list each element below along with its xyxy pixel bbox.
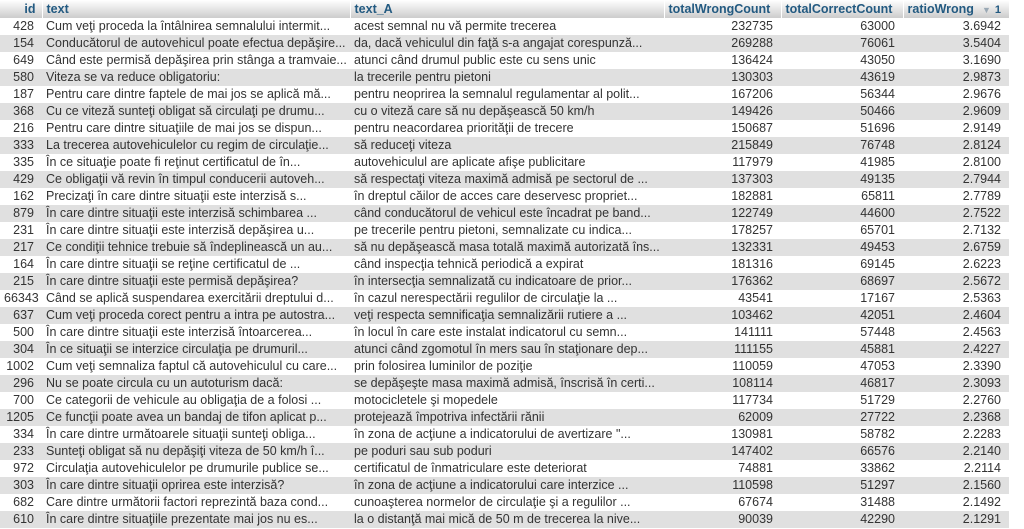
cell-ratio-wrong[interactable]: 2.7522 bbox=[903, 205, 1009, 222]
cell-text-a[interactable]: pe poduri sau sub poduri bbox=[350, 443, 664, 460]
cell-total-correct-count[interactable]: 51729 bbox=[781, 392, 903, 409]
cell-text[interactable]: Sunteţi obligat să nu depăşiţi viteza de 50 km/h î... bbox=[42, 443, 350, 460]
table-row[interactable] bbox=[0, 443, 1009, 460]
cell-total-wrong-count[interactable]: 90039 bbox=[664, 511, 781, 528]
table-row[interactable] bbox=[0, 188, 1009, 205]
cell-id[interactable]: 610 bbox=[0, 511, 42, 528]
cell-total-correct-count[interactable]: 45881 bbox=[781, 341, 903, 358]
column-header-total-wrong-count[interactable] bbox=[664, 0, 781, 18]
cell-ratio-wrong[interactable]: 2.7132 bbox=[903, 222, 1009, 239]
cell-total-wrong-count[interactable]: 141111 bbox=[664, 324, 781, 341]
table-row[interactable] bbox=[0, 103, 1009, 120]
sort-order-number: 1 bbox=[994, 4, 1001, 16]
column-header-id[interactable] bbox=[0, 0, 42, 18]
cell-total-wrong-count[interactable]: 137303 bbox=[664, 171, 781, 188]
cell-ratio-wrong[interactable]: 2.1560 bbox=[903, 477, 1009, 494]
cell-ratio-wrong[interactable]: 2.9873 bbox=[903, 69, 1009, 86]
cell-total-wrong-count[interactable]: 111155 bbox=[664, 341, 781, 358]
cell-text-a[interactable]: să respectaţi viteza maximă admisă pe sectorul de ... bbox=[350, 171, 664, 188]
table-body bbox=[0, 18, 1009, 528]
cell-total-correct-count[interactable]: 76061 bbox=[781, 35, 903, 52]
cell-total-wrong-count[interactable]: 130303 bbox=[664, 69, 781, 86]
cell-text[interactable]: Cum veţi proceda la întâlnirea semnalului intermit... bbox=[42, 18, 350, 35]
cell-ratio-wrong[interactable]: 2.7944 bbox=[903, 171, 1009, 188]
cell-ratio-wrong[interactable]: 2.2368 bbox=[903, 409, 1009, 426]
cell-ratio-wrong[interactable]: 2.4604 bbox=[903, 307, 1009, 324]
column-header-label: id bbox=[24, 2, 36, 16]
cell-total-correct-count[interactable]: 42051 bbox=[781, 307, 903, 324]
cell-total-wrong-count[interactable]: 167206 bbox=[664, 86, 781, 103]
cell-total-wrong-count[interactable]: 62009 bbox=[664, 409, 781, 426]
cell-ratio-wrong[interactable]: 2.9676 bbox=[903, 86, 1009, 103]
cell-text-a[interactable]: pentru neoprirea la semnalul regulamentar al polit... bbox=[350, 86, 664, 103]
cell-total-correct-count[interactable]: 43050 bbox=[781, 52, 903, 69]
cell-total-correct-count[interactable]: 57448 bbox=[781, 324, 903, 341]
cell-text-a[interactable]: cunoaşterea normelor de circulaţie şi a regulilor ... bbox=[350, 494, 664, 511]
cell-total-correct-count[interactable]: 76748 bbox=[781, 137, 903, 154]
table-row[interactable] bbox=[0, 86, 1009, 103]
cell-ratio-wrong[interactable]: 2.4563 bbox=[903, 324, 1009, 341]
cell-total-correct-count[interactable]: 50466 bbox=[781, 103, 903, 120]
cell-text[interactable]: Când este permisă depăşirea prin stânga a tramvaie... bbox=[42, 52, 350, 69]
cell-total-wrong-count[interactable]: 108114 bbox=[664, 375, 781, 392]
cell-text[interactable]: În ce situaţii se interzice circulaţia pe drumuril... bbox=[42, 341, 350, 358]
cell-total-correct-count[interactable]: 51696 bbox=[781, 120, 903, 137]
table-row[interactable] bbox=[0, 477, 1009, 494]
cell-text-a[interactable]: protejează împotriva infectării rănii bbox=[350, 409, 664, 426]
table-row[interactable] bbox=[0, 239, 1009, 256]
cell-total-correct-count[interactable]: 31488 bbox=[781, 494, 903, 511]
cell-total-correct-count[interactable]: 63000 bbox=[781, 18, 903, 35]
cell-text[interactable]: În care dintre situaţii este interzisă schimbarea ... bbox=[42, 205, 350, 222]
cell-total-wrong-count[interactable]: 117979 bbox=[664, 154, 781, 171]
table-row[interactable] bbox=[0, 120, 1009, 137]
cell-total-wrong-count[interactable]: 182881 bbox=[664, 188, 781, 205]
cell-text-a[interactable]: atunci când zgomotul în mers sau în staţionare dep... bbox=[350, 341, 664, 358]
cell-total-wrong-count[interactable]: 232735 bbox=[664, 18, 781, 35]
cell-total-correct-count[interactable]: 68697 bbox=[781, 273, 903, 290]
cell-id[interactable]: 303 bbox=[0, 477, 42, 494]
cell-total-correct-count[interactable]: 27722 bbox=[781, 409, 903, 426]
column-header-label: text bbox=[46, 2, 69, 16]
cell-id[interactable]: 162 bbox=[0, 188, 42, 205]
cell-text[interactable]: În care dintre situaţii este interzisă întoarcerea... bbox=[42, 324, 350, 341]
cell-ratio-wrong[interactable]: 2.6759 bbox=[903, 239, 1009, 256]
column-header-text-a[interactable] bbox=[350, 0, 664, 18]
cell-text-a[interactable]: la trecerile pentru pietoni bbox=[350, 69, 664, 86]
cell-text[interactable]: În care dintre situaţii este permisă depăşirea? bbox=[42, 273, 350, 290]
cell-text[interactable]: La trecerea autovehiculelor cu regim de circulaţie... bbox=[42, 137, 350, 154]
column-header-label: totalCorrectCount bbox=[785, 2, 893, 16]
cell-total-wrong-count[interactable]: 103462 bbox=[664, 307, 781, 324]
cell-total-wrong-count[interactable]: 67674 bbox=[664, 494, 781, 511]
cell-text-a[interactable]: în intersecţia semnalizată cu indicatoare de prior... bbox=[350, 273, 664, 290]
cell-ratio-wrong[interactable]: 2.2140 bbox=[903, 443, 1009, 460]
table-row[interactable] bbox=[0, 256, 1009, 273]
cell-text-a[interactable]: la o distanţă mai mică de 50 m de trecerea la nive... bbox=[350, 511, 664, 528]
cell-total-wrong-count[interactable]: 74881 bbox=[664, 460, 781, 477]
cell-id[interactable]: 429 bbox=[0, 171, 42, 188]
cell-id[interactable]: 500 bbox=[0, 324, 42, 341]
cell-id[interactable]: 879 bbox=[0, 205, 42, 222]
cell-text-a[interactable]: în zona de acţiune a indicatorului care interzice ... bbox=[350, 477, 664, 494]
cell-text-a[interactable]: acest semnal nu vă permite trecerea bbox=[350, 18, 664, 35]
cell-id[interactable]: 428 bbox=[0, 18, 42, 35]
cell-total-wrong-count[interactable]: 178257 bbox=[664, 222, 781, 239]
cell-total-wrong-count[interactable]: 150687 bbox=[664, 120, 781, 137]
column-header-text[interactable] bbox=[42, 0, 350, 18]
cell-total-correct-count[interactable]: 46817 bbox=[781, 375, 903, 392]
cell-text-a[interactable]: atunci când drumul public este cu sens unic bbox=[350, 52, 664, 69]
cell-id[interactable]: 154 bbox=[0, 35, 42, 52]
cell-text[interactable]: Ce categorii de vehicule au obligaţia de a folosi ... bbox=[42, 392, 350, 409]
cell-text[interactable]: În care dintre situaţii este interzisă depăşirea u... bbox=[42, 222, 350, 239]
cell-id[interactable]: 335 bbox=[0, 154, 42, 171]
cell-ratio-wrong[interactable]: 2.2283 bbox=[903, 426, 1009, 443]
cell-text[interactable]: Ce condiţii tehnice trebuie să îndeplinească un au... bbox=[42, 239, 350, 256]
cell-text-a[interactable]: pe trecerile pentru pietoni, semnalizate cu indica... bbox=[350, 222, 664, 239]
cell-text-a[interactable]: în zona de acţiune a indicatorului de avertizare "... bbox=[350, 426, 664, 443]
cell-total-wrong-count[interactable]: 269288 bbox=[664, 35, 781, 52]
column-header-total-correct-count[interactable] bbox=[781, 0, 903, 18]
cell-ratio-wrong[interactable]: 3.5404 bbox=[903, 35, 1009, 52]
table-row[interactable] bbox=[0, 307, 1009, 324]
cell-text[interactable]: Ce funcţii poate avea un bandaj de tifon aplicat p... bbox=[42, 409, 350, 426]
cell-text[interactable]: Pentru care dintre faptele de mai jos se aplică mă... bbox=[42, 86, 350, 103]
cell-text-a[interactable]: da, dacă vehiculul din faţă s-a angajat corespunză... bbox=[350, 35, 664, 52]
cell-id[interactable]: 580 bbox=[0, 69, 42, 86]
table-row[interactable] bbox=[0, 511, 1009, 528]
column-header-ratio-wrong[interactable] bbox=[903, 0, 1009, 18]
cell-total-correct-count[interactable]: 43619 bbox=[781, 69, 903, 86]
cell-id[interactable]: 1002 bbox=[0, 358, 42, 375]
cell-id[interactable]: 1205 bbox=[0, 409, 42, 426]
cell-text[interactable]: Conducătorul de autovehicul poate efectua depăşire... bbox=[42, 35, 350, 52]
table-row[interactable] bbox=[0, 52, 1009, 69]
column-header-label: text_A bbox=[354, 2, 393, 16]
cell-text-a[interactable]: certificatul de înmatriculare este deteriorat bbox=[350, 460, 664, 477]
cell-id[interactable]: 164 bbox=[0, 256, 42, 273]
cell-id[interactable]: 215 bbox=[0, 273, 42, 290]
table-row[interactable] bbox=[0, 171, 1009, 188]
cell-text[interactable]: În care dintre următoarele situaţii sunteţi obliga... bbox=[42, 426, 350, 443]
table-row[interactable] bbox=[0, 358, 1009, 375]
cell-ratio-wrong[interactable]: 2.5672 bbox=[903, 273, 1009, 290]
cell-total-wrong-count[interactable]: 215849 bbox=[664, 137, 781, 154]
table-row[interactable] bbox=[0, 18, 1009, 35]
cell-ratio-wrong[interactable]: 2.2760 bbox=[903, 392, 1009, 409]
cell-id[interactable]: 187 bbox=[0, 86, 42, 103]
cell-total-wrong-count[interactable]: 110059 bbox=[664, 358, 781, 375]
cell-ratio-wrong[interactable]: 2.3093 bbox=[903, 375, 1009, 392]
cell-total-wrong-count[interactable]: 130981 bbox=[664, 426, 781, 443]
cell-total-wrong-count[interactable]: 110598 bbox=[664, 477, 781, 494]
cell-text[interactable]: În care dintre situaţii se reţine certificatul de ... bbox=[42, 256, 350, 273]
table-row[interactable] bbox=[0, 273, 1009, 290]
table-row[interactable] bbox=[0, 375, 1009, 392]
cell-id[interactable]: 333 bbox=[0, 137, 42, 154]
cell-ratio-wrong[interactable]: 2.3390 bbox=[903, 358, 1009, 375]
cell-text[interactable]: Ce obligaţii vă revin în timpul conducerii autoveh... bbox=[42, 171, 350, 188]
cell-id[interactable]: 368 bbox=[0, 103, 42, 120]
cell-id[interactable]: 233 bbox=[0, 443, 42, 460]
cell-text-a[interactable]: când conducătorul de vehicul este încadrat pe band... bbox=[350, 205, 664, 222]
cell-total-correct-count[interactable]: 41985 bbox=[781, 154, 903, 171]
cell-id[interactable]: 334 bbox=[0, 426, 42, 443]
cell-total-correct-count[interactable]: 49453 bbox=[781, 239, 903, 256]
cell-id[interactable]: 217 bbox=[0, 239, 42, 256]
cell-id[interactable]: 296 bbox=[0, 375, 42, 392]
table-row[interactable] bbox=[0, 426, 1009, 443]
table-row[interactable] bbox=[0, 392, 1009, 409]
cell-text[interactable]: În ce situaţie poate fi reţinut certificatul de în... bbox=[42, 154, 350, 171]
cell-id[interactable]: 637 bbox=[0, 307, 42, 324]
cell-total-wrong-count[interactable]: 181316 bbox=[664, 256, 781, 273]
cell-ratio-wrong[interactable]: 2.9609 bbox=[903, 103, 1009, 120]
cell-text[interactable]: Circulaţia autovehiculelor pe drumurile publice se... bbox=[42, 460, 350, 477]
cell-text[interactable]: Cum veţi proceda corect pentru a intra pe autostra... bbox=[42, 307, 350, 324]
cell-total-correct-count[interactable]: 44600 bbox=[781, 205, 903, 222]
cell-text[interactable]: Viteza se va reduce obligatoriu: bbox=[42, 69, 350, 86]
cell-text-a[interactable]: în cazul nerespectării regulilor de circulaţie la ... bbox=[350, 290, 664, 307]
cell-total-correct-count[interactable]: 65701 bbox=[781, 222, 903, 239]
cell-text[interactable]: Când se aplică suspendarea exercitării dreptului d... bbox=[42, 290, 350, 307]
cell-total-correct-count[interactable]: 65811 bbox=[781, 188, 903, 205]
cell-text[interactable]: Cu ce viteză sunteţi obligat să circulaţi pe drumu... bbox=[42, 103, 350, 120]
cell-total-correct-count[interactable]: 51297 bbox=[781, 477, 903, 494]
cell-text-a[interactable]: în locul în care este instalat indicatorul cu semn... bbox=[350, 324, 664, 341]
cell-text[interactable]: Nu se poate circula cu un autoturism dacă: bbox=[42, 375, 350, 392]
cell-ratio-wrong[interactable]: 2.8100 bbox=[903, 154, 1009, 171]
table-row[interactable] bbox=[0, 341, 1009, 358]
table-row[interactable] bbox=[0, 205, 1009, 222]
table-row[interactable] bbox=[0, 460, 1009, 477]
cell-ratio-wrong[interactable]: 2.7789 bbox=[903, 188, 1009, 205]
cell-ratio-wrong[interactable]: 2.9149 bbox=[903, 120, 1009, 137]
cell-total-correct-count[interactable]: 69145 bbox=[781, 256, 903, 273]
cell-total-correct-count[interactable]: 58782 bbox=[781, 426, 903, 443]
cell-id[interactable]: 66343 bbox=[0, 290, 42, 307]
table-row[interactable] bbox=[0, 409, 1009, 426]
cell-text-a[interactable]: pentru neacordarea priorităţii de trecere bbox=[350, 120, 664, 137]
table-header bbox=[0, 0, 1009, 18]
column-header-label: totalWrongCount bbox=[668, 2, 771, 16]
cell-total-wrong-count[interactable]: 176362 bbox=[664, 273, 781, 290]
cell-total-correct-count[interactable]: 47053 bbox=[781, 358, 903, 375]
cell-id[interactable]: 216 bbox=[0, 120, 42, 137]
cell-text-a[interactable]: veţi respecta semnificaţia semnalizării rutiere a ... bbox=[350, 307, 664, 324]
cell-ratio-wrong[interactable]: 2.8124 bbox=[903, 137, 1009, 154]
cell-text-a[interactable]: autovehiculul are aplicate afişe publicitare bbox=[350, 154, 664, 171]
cell-text-a[interactable]: în dreptul căilor de acces care deservesc propriet... bbox=[350, 188, 664, 205]
cell-total-wrong-count[interactable]: 149426 bbox=[664, 103, 781, 120]
cell-ratio-wrong[interactable]: 2.6223 bbox=[903, 256, 1009, 273]
cell-ratio-wrong[interactable]: 2.5363 bbox=[903, 290, 1009, 307]
cell-text-a[interactable]: se depăşeşte masa maximă admisă, înscrisă în certi... bbox=[350, 375, 664, 392]
cell-text-a[interactable]: să nu depăşească masa totală maximă autorizată îns... bbox=[350, 239, 664, 256]
cell-ratio-wrong[interactable]: 2.1291 bbox=[903, 511, 1009, 528]
cell-text-a[interactable]: cu o viteză care să nu depăşească 50 km/h bbox=[350, 103, 664, 120]
cell-id[interactable]: 972 bbox=[0, 460, 42, 477]
cell-text[interactable]: Cum veţi semnaliza faptul că autovehiculul cu care... bbox=[42, 358, 350, 375]
table-row[interactable] bbox=[0, 137, 1009, 154]
cell-text-a[interactable]: când inspecţia tehnică periodică a expirat bbox=[350, 256, 664, 273]
column-header-label: ratioWrong bbox=[907, 2, 974, 16]
table-row[interactable] bbox=[0, 222, 1009, 239]
cell-id[interactable]: 649 bbox=[0, 52, 42, 69]
cell-total-correct-count[interactable]: 56344 bbox=[781, 86, 903, 103]
table-row[interactable] bbox=[0, 154, 1009, 171]
cell-total-correct-count[interactable]: 66576 bbox=[781, 443, 903, 460]
cell-id[interactable]: 700 bbox=[0, 392, 42, 409]
cell-total-wrong-count[interactable]: 132331 bbox=[664, 239, 781, 256]
cell-ratio-wrong[interactable]: 3.1690 bbox=[903, 52, 1009, 69]
cell-total-correct-count[interactable]: 33862 bbox=[781, 460, 903, 477]
cell-total-correct-count[interactable]: 17167 bbox=[781, 290, 903, 307]
cell-text[interactable]: Precizaţi în care dintre situaţii este interzisă s... bbox=[42, 188, 350, 205]
cell-text[interactable]: Pentru care dintre situaţiile de mai jos se dispun... bbox=[42, 120, 350, 137]
table-row[interactable] bbox=[0, 69, 1009, 86]
cell-text-a[interactable]: să reduceţi viteza bbox=[350, 137, 664, 154]
cell-text[interactable]: Care dintre următorii factori reprezintă baza cond... bbox=[42, 494, 350, 511]
cell-text-a[interactable]: prin folosirea luminilor de poziţie bbox=[350, 358, 664, 375]
cell-id[interactable]: 231 bbox=[0, 222, 42, 239]
table-row[interactable] bbox=[0, 324, 1009, 341]
table-row[interactable] bbox=[0, 35, 1009, 52]
cell-ratio-wrong[interactable]: 2.2114 bbox=[903, 460, 1009, 477]
cell-total-wrong-count[interactable]: 117734 bbox=[664, 392, 781, 409]
cell-total-wrong-count[interactable]: 136424 bbox=[664, 52, 781, 69]
cell-total-wrong-count[interactable]: 147402 bbox=[664, 443, 781, 460]
cell-total-wrong-count[interactable]: 43541 bbox=[664, 290, 781, 307]
cell-total-correct-count[interactable]: 42290 bbox=[781, 511, 903, 528]
cell-text[interactable]: În care dintre situaţii oprirea este interzisă? bbox=[42, 477, 350, 494]
header-row bbox=[0, 0, 1009, 18]
cell-total-wrong-count[interactable]: 122749 bbox=[664, 205, 781, 222]
sort-descending-icon[interactable]: ▼ bbox=[981, 5, 991, 15]
cell-text[interactable]: În care dintre situaţiile prezentate mai jos nu es... bbox=[42, 511, 350, 528]
cell-ratio-wrong[interactable]: 3.6942 bbox=[903, 18, 1009, 35]
cell-total-correct-count[interactable]: 49135 bbox=[781, 171, 903, 188]
cell-id[interactable]: 682 bbox=[0, 494, 42, 511]
table-row[interactable] bbox=[0, 290, 1009, 307]
cell-ratio-wrong[interactable]: 2.4227 bbox=[903, 341, 1009, 358]
cell-id[interactable]: 304 bbox=[0, 341, 42, 358]
table-row[interactable] bbox=[0, 494, 1009, 511]
cell-ratio-wrong[interactable]: 2.1492 bbox=[903, 494, 1009, 511]
cell-text-a[interactable]: motocicletele şi mopedele bbox=[350, 392, 664, 409]
